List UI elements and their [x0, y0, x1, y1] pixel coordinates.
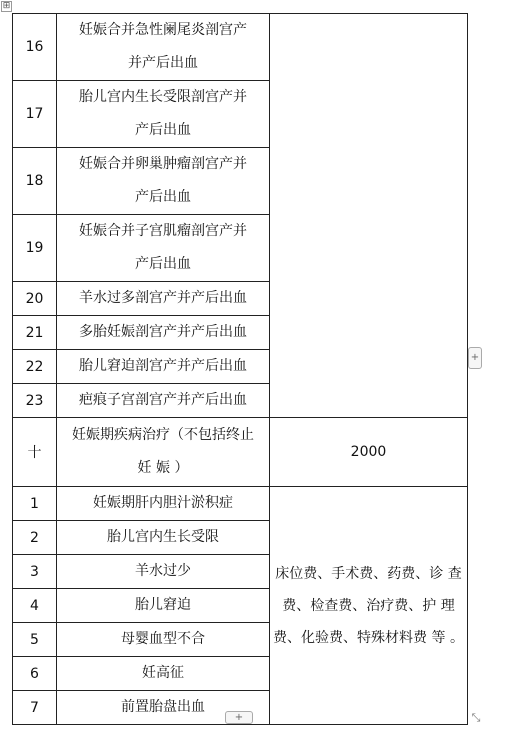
table-resize-icon[interactable]: ⤡ [471, 711, 481, 724]
row-number: 6 [13, 657, 57, 691]
item-name: 妊娠合并急性阑尾炎剖宫产 并产后出血 [57, 14, 270, 81]
item-name: 多胎妊娠剖宫产并产后出血 [57, 316, 270, 350]
table-move-handle-icon[interactable]: ⊞ [2, 1, 11, 11]
row-number: 2 [13, 521, 57, 555]
row-number: 17 [13, 81, 57, 148]
fee-table [12, 13, 468, 725]
item-name: 母婴血型不合 [57, 623, 270, 657]
item-name: 胎儿宫内生长受限 [57, 521, 270, 555]
row-number: 7 [13, 691, 57, 725]
row-number: 5 [13, 623, 57, 657]
fee-description: 床位费、手术费、药费、诊 查费、检查费、治疗费、护 理费、化验费、特殊材料费 等 。 [270, 487, 468, 725]
item-name: 妊娠合并卵巢肿瘤剖宫产并 产后出血 [57, 148, 270, 215]
item-name: 前置胎盘出血 [57, 691, 270, 725]
row-number: 3 [13, 555, 57, 589]
section-fee: 2000 [270, 418, 468, 487]
row-number: 19 [13, 215, 57, 282]
item-name: 妊娠期肝内胆汁淤积症 [57, 487, 270, 521]
row-number: 16 [13, 14, 57, 81]
item-name: 胎儿窘迫 [57, 589, 270, 623]
item-name: 羊水过多剖宫产并产后出血 [57, 282, 270, 316]
item-name: 疤痕子宫剖宫产并产后出血 [57, 384, 270, 418]
item-name: 妊高征 [57, 657, 270, 691]
section-number: 十 [13, 418, 57, 487]
item-name: 胎儿窘迫剖宫产并产后出血 [57, 350, 270, 384]
row-number: 1 [13, 487, 57, 521]
item-name: 妊娠合并子宫肌瘤剖宫产并 产后出血 [57, 215, 270, 282]
item-name: 胎儿宫内生长受限剖宫产并 产后出血 [57, 81, 270, 148]
add-row-handle-icon[interactable]: + [225, 711, 253, 724]
section-row [13, 418, 468, 487]
row-number: 20 [13, 282, 57, 316]
row-number: 4 [13, 589, 57, 623]
fee-cell-empty [270, 14, 468, 418]
add-column-handle-icon[interactable]: + [468, 347, 482, 369]
table-row [13, 487, 468, 521]
row-number: 22 [13, 350, 57, 384]
row-number: 21 [13, 316, 57, 350]
row-number: 23 [13, 384, 57, 418]
section-name: 妊娠期疾病治疗（不包括终止 妊 娠 ） [57, 418, 270, 487]
item-name: 羊水过少 [57, 555, 270, 589]
table-row [13, 14, 468, 81]
row-number: 18 [13, 148, 57, 215]
